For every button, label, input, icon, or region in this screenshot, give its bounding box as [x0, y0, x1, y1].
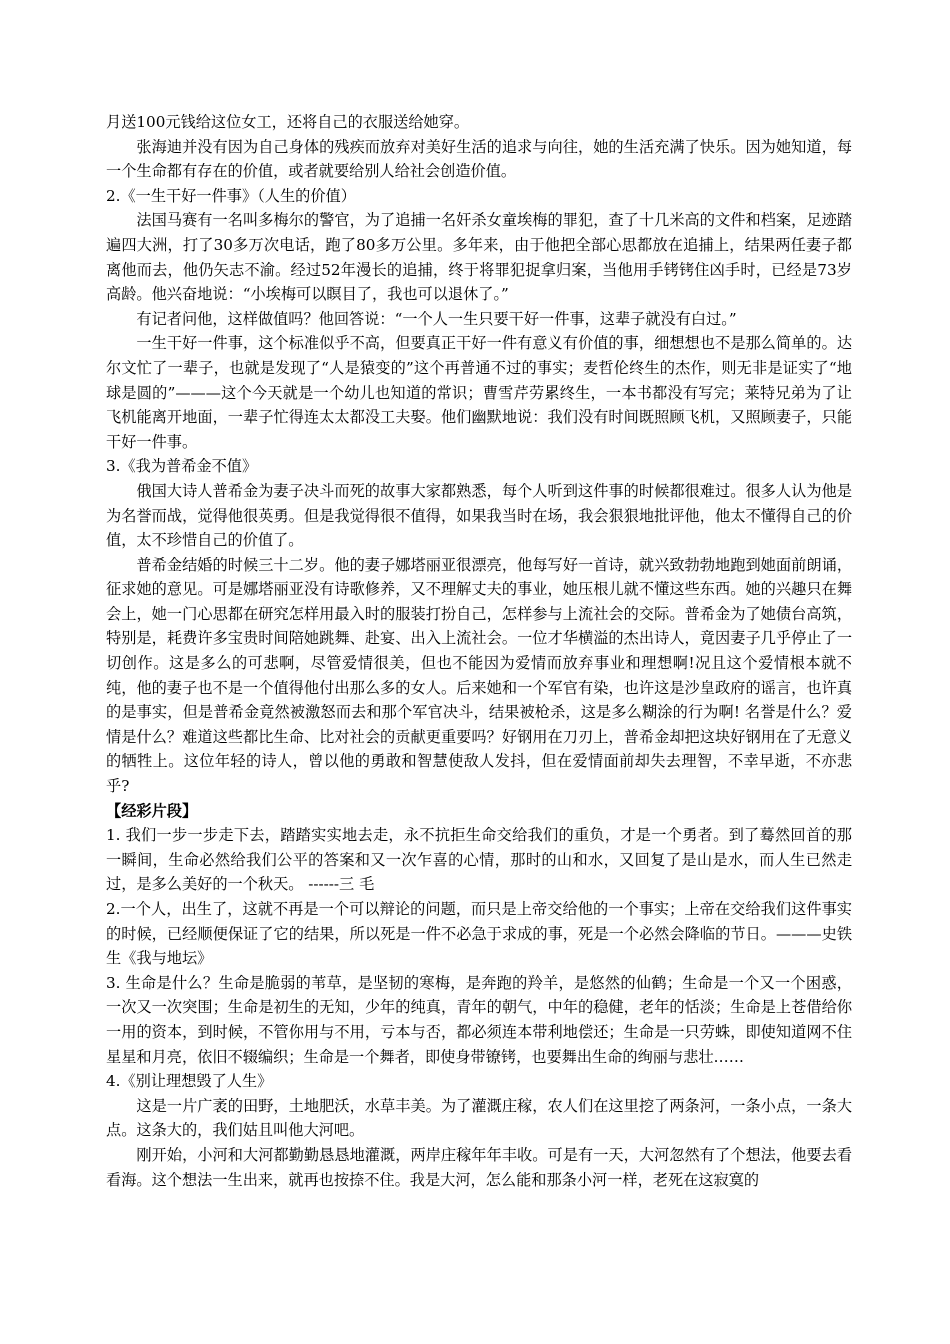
section-heading: 4.《别让理想毁了人生》 — [106, 1072, 273, 1091]
paragraph: 有记者问他，这样做值吗？他回答说：“一个人一生只要干好一件事，这辈子就没有白过。” — [136, 309, 737, 328]
paragraph: 俄国大诗人普希金为妻子决斗而死的故事大家都熟悉，每个人听到这件事的时候都很难过。很多人认为他是为名誉而战，觉得他很英勇。但是我觉得很不值得，如果我当时在场，我会狠狠地批评他，他太不懂得自己的价值，太不珍惜自己的价值了。 — [106, 481, 852, 550]
paragraph: 这是一片广袤的田野，土地肥沃，水草丰美。为了灌溉庄稼，农人们在这里挖了两条河，一条小点，一条大点。这条大的，我们姑且叫他大河吧。 — [106, 1096, 852, 1140]
paragraph: 普希金结婚的时候三十二岁。他的妻子娜塔丽亚很漂亮，他每写好一首诗，就兴致勃勃地跑到她面前朗诵，征求她的意见。可是娜塔丽亚没有诗歌修养，又不理解丈夫的事业，她压根儿就不懂这些东西。她的兴趣只在舞会上，她一门心思都在研究怎样用最入时的服装打扮自己，怎样参与上流社会的交际。普希金为了她债台高筑，特别是，耗费许多宝贵时间陪她跳舞、赴宴、出入上流社会。一位才华横溢的杰出诗人，竟因妻子几乎停止了一切创作。这是多么的可悲啊，尽管爱情很美，但也不能因为爱情而放弃事业和理想啊!况且这个爱情根本就不纯，他的妻子也不是一个值得他付出那么多的女人。后来她和一个军官有染，也许这是沙皇政府的谣言，也许真的是事实，但是普希金竟然被激怒而去和那个军官决斗，结果被枪杀，这是多么糊涂的行为啊! 名誉是什么？爱情是什么？难道这些都比生命、比对社会的贡献更重要吗？好钢用在刀刃上，普希金却把这块好钢用在了无意义的牺牲上。这位年轻的诗人，曾以他的勇敢和智慧使敌人发抖，但在爱情面前却失去理智，不幸早逝，不亦悲乎? — [106, 555, 852, 796]
section-heading: 3.《我为普希金不值》 — [106, 457, 258, 476]
section-heading: 【经彩片段】 — [106, 801, 198, 820]
document-page — [106, 110, 852, 1192]
excerpt-item: 3. 生命是什么？生命是脆弱的苇草，是坚韧的寒梅，是奔跑的羚羊，是悠然的仙鹤；生命是一个又一个困惑，一次又一次突围；生命是初生的无知，少年的纯真，青年的朝气，中年的稳健，老年的恬淡；生命是上苍借给你一用的资本，到时候，不管你用与不用，亏本与否，都必须连本带利地偿还；生命是一只劳蛛，即使知道网不住星星和月亮，依旧不辍编织；生命是一个舞者，即使身带镣铐，也要舞出生命的绚丽与悲壮…… — [106, 973, 852, 1066]
excerpt-item: 2.一个人，出生了，这就不再是一个可以辩论的问题，而只是上帝交给他的一个事实；上帝在交给我们这件事实的时候，已经顺便保证了它的结果，所以死是一件不必急于求成的事，死是一个必然会降临的节日。———史铁生《我与地坛》 — [106, 900, 852, 968]
paragraph: 张海迪并没有因为自己身体的残疾而放弃对美好生活的追求与向往，她的生活充满了快乐。因为她知道，每一个生命都有存在的价值，或者就要给别人给社会创造价值。 — [106, 137, 852, 181]
paragraph: 法国马赛有一名叫多梅尔的警官，为了追捕一名奸杀女童埃梅的罪犯，查了十几米高的文件和档案，足迹踏遍四大洲，打了30多万次电话，跑了80多万公里。多年来，由于他把全部心思都放在追捕上，结果两任妻子都离他而去，他仍矢志不渝。经过52年漫长的追捕，终于将罪犯捉拿归案，当他用手铐铐住凶手时，已经是73岁高龄。他兴奋地说：“小埃梅可以瞑目了，我也可以退休了。” — [106, 211, 852, 304]
section-heading: 2.《一生干好一件事》（人生的价值） — [106, 186, 356, 205]
excerpt-item: 1. 我们一步一步走下去，踏踏实实地去走，永不抗拒生命交给我们的重负，才是一个勇者。到了蓦然回首的那一瞬间，生命必然给我们公平的答案和又一次乍喜的心情，那时的山和水，又回复了是山是水，而人生已然走过，是多么美好的一个秋天。 ------三 毛 — [106, 826, 852, 894]
paragraph: 刚开始，小河和大河都勤勤恳恳地灌溉，两岸庄稼年年丰收。可是有一天，大河忽然有了个想法，他要去看看海。这个想法一生出来，就再也按捺不住。我是大河，怎么能和那条小河一样，老死在这寂寞的 — [106, 1145, 852, 1189]
paragraph: 一生干好一件事，这个标准似乎不高，但要真正干好一件有意义有价值的事，细想想也不是那么简单的。达尔文忙了一辈子，也就是发现了“人是猿变的”这个再普通不过的事实；麦哲伦终生的杰作，则无非是证实了“地球是圆的”———这个今天就是一个幼儿也知道的常识；曹雪芹劳累终生，一本书都没有写完；莱特兄弟为了让飞机能离开地面，一辈子忙得连太太都没工夫娶。他们幽默地说：我们没有时间既照顾飞机，又照顾妻子，只能干好一件事。 — [106, 334, 852, 451]
paragraph: 月送100元钱给这位女工，还将自己的衣服送给她穿。 — [106, 113, 470, 131]
